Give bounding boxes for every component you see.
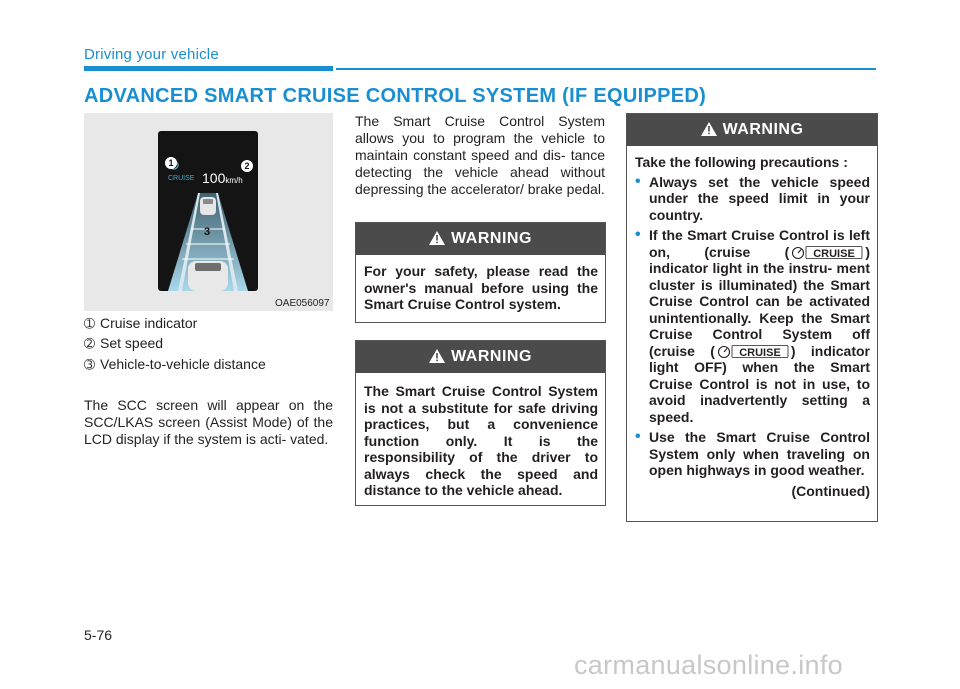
warning-box-read-manual xyxy=(355,222,606,323)
legend-item-distance xyxy=(84,356,266,373)
warning-triangle-icon xyxy=(701,122,717,136)
legend-text: Cruise indicator xyxy=(100,315,198,331)
warning-box-precautions xyxy=(626,113,878,522)
cruise-indicator-icon xyxy=(790,245,864,260)
warning-triangle-icon xyxy=(429,231,445,245)
legend-text: Set speed xyxy=(100,335,164,351)
continued-label: (Continued) xyxy=(791,482,870,499)
screen-cruise-label: CRUISE xyxy=(168,175,195,182)
warning-header xyxy=(627,114,877,146)
running-header: Driving your vehicle xyxy=(84,46,219,63)
cruise-indicator-icon xyxy=(716,344,790,359)
cruise-icon-label: CRUISE xyxy=(813,247,856,260)
warning-label: WARNING xyxy=(722,121,804,138)
warning-header xyxy=(356,341,605,373)
warning-text: The Smart Cruise Control System is not a substitute for safe driving practices, but a convenience function only. It is the responsibility of the driver to always check the speed and distance to the vehicle ahead. xyxy=(364,383,598,498)
precaution-text-c: ) indicator light OFF) when the Smart Cruise Control is not in use, to avoid inadvertently setting a speed. xyxy=(649,342,871,425)
header-rule-thin xyxy=(336,68,876,70)
road-lanes-illustration xyxy=(158,131,258,291)
precautions-list xyxy=(635,174,870,479)
legend-text: Vehicle-to-vehicle distance xyxy=(100,356,266,372)
warning-box-not-substitute xyxy=(355,340,606,506)
warning-text: For your safety, please read the owner's manual before using the Smart Cruise Control system. xyxy=(364,263,598,312)
callout-1: 1 xyxy=(165,157,177,169)
section-title: ADVANCED SMART CRUISE CONTROL SYSTEM (IF EQUIPPED) xyxy=(84,85,707,107)
precaution-item xyxy=(635,429,870,479)
precaution-item xyxy=(635,174,870,224)
cluster-screen-illustration xyxy=(158,131,258,291)
precaution-text-b: ) indicator light in the instru- ment cluster is illuminated) the Smart Cruise Control can be activated unintentionally. Keep the Smart Cruise Control System off (cruise ( xyxy=(649,243,870,359)
precaution-text: Always set the vehicle speed under the speed limit in your country. xyxy=(649,173,870,223)
callout-3: 3 xyxy=(203,226,211,238)
warning-header xyxy=(356,223,605,255)
scc-intro-paragraph: The Smart Cruise Control System allows you to program the vehicle to maintain constant speed and dis- tance detecting the vehicle ahead without depressing the accelerator/ brake pedal. xyxy=(355,113,605,197)
warning-triangle-icon xyxy=(429,349,445,363)
precaution-text-a: If the Smart Cruise Control is left on, (cruise ( xyxy=(649,227,870,260)
precaution-text: Use the Smart Cruise Control System only when traveling on open highways in good weather. xyxy=(649,429,870,478)
precautions-body xyxy=(627,146,877,505)
precautions-intro: Take the following precautions : xyxy=(635,154,848,170)
header-rule-thick xyxy=(84,66,333,71)
warning-label: WARNING xyxy=(451,348,532,365)
legend-item-cruise-indicator xyxy=(84,315,197,332)
screen-speed-value: 100 xyxy=(202,170,226,186)
callout-2: 2 xyxy=(241,160,253,172)
legend-number: ➂ xyxy=(84,357,95,372)
figure-code: OAE056097 xyxy=(275,298,330,309)
legend-item-set-speed xyxy=(84,335,163,352)
legend-number: ➀ xyxy=(84,316,95,331)
legend-number: ➁ xyxy=(84,336,95,351)
page-number: 5-76 xyxy=(84,627,113,643)
warning-label: WARNING xyxy=(451,230,532,247)
screen-speed xyxy=(202,170,243,188)
scc-screen-paragraph: The SCC screen will appear on the SCC/LKAS screen (Assist Mode) of the LCD display if the system is acti- vated. xyxy=(84,397,333,447)
watermark: carmanualsonline.info xyxy=(574,650,843,680)
cruise-icon-label: CRUISE xyxy=(739,346,781,359)
screen-speed-unit: km/h xyxy=(225,176,243,185)
precaution-item xyxy=(635,227,870,425)
